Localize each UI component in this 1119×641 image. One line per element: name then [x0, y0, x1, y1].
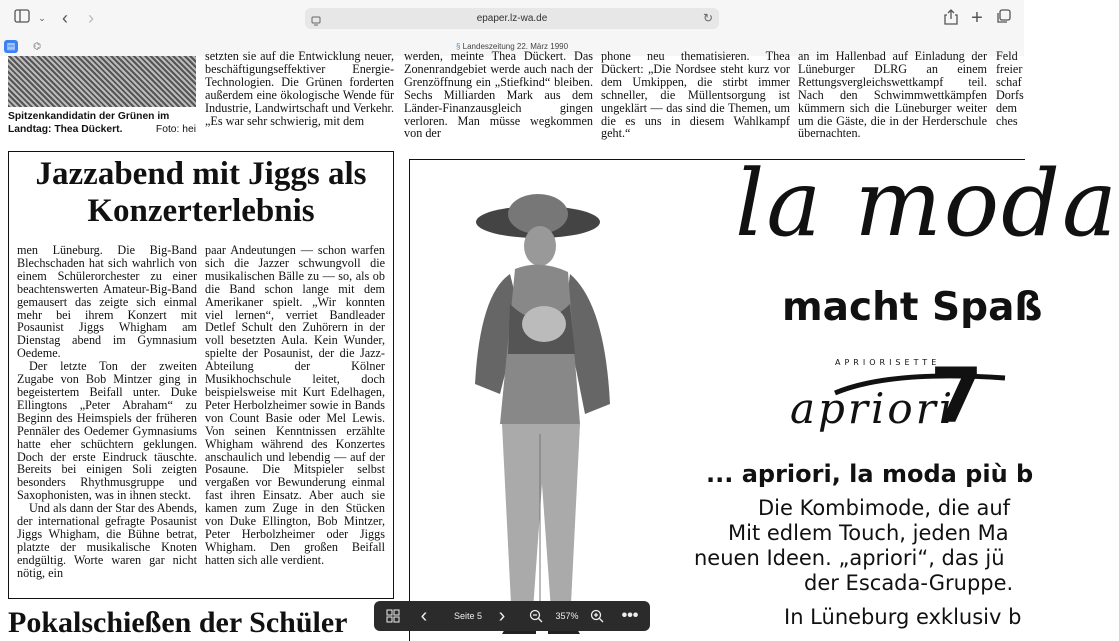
top-column-6: Feld freier schaf Dorfs dem ches [996, 49, 1024, 128]
extension-icon[interactable]: ⌬ [33, 41, 41, 51]
zoom-in-icon [590, 609, 604, 623]
address-bar[interactable] [305, 8, 719, 29]
jazz-article [8, 151, 394, 599]
ad-copy-line-1: Die Kombimode, die auf [758, 496, 1011, 520]
ad-logo-apriori: apriori [790, 384, 956, 433]
zoom-out-icon [529, 609, 543, 623]
ad-subheadline: macht Spaß [782, 285, 1043, 330]
fashion-advertisement [409, 150, 1119, 641]
newspaper-page[interactable] [0, 49, 1119, 640]
grid-icon [386, 609, 400, 623]
zoom-in-button[interactable] [587, 601, 607, 631]
page-indicator: Seite 5 [453, 611, 483, 621]
bookmark-sidebar-button[interactable]: ▤ [4, 40, 18, 53]
top-column-2: setzten sie auf die Entwicklung neuer, beschäftigungseffektiver Energie-Technologien. Die Grünen forderten außerdem eine ökologische Wende für Industrie, Landwirtschaft und Verkehr. „Es war sehr schwierig, mit dem [205, 49, 394, 128]
next-article-headline: Pokalschießen der Schüler [8, 606, 348, 639]
zoom-out-button[interactable] [526, 601, 546, 631]
article-paragraph-3: Und als dann der Star des Abends, der international gefragte Posaunist Jiggs Whigham, die Bühne betrat, platzte der musikalische Knoten endgültig. Worte waren gar nicht nötig, ein [17, 501, 197, 580]
top-column-5: an im Hallenbad auf Einladung der Lüneburger DLRG an einem Rettungsvergleichswettkampf teil. Nach den Schwimmwettkämpfen kümmern sich die Lüneburger weiter um die Gäste, die in der Herderschule übernachten. [798, 49, 987, 141]
article-headline: Jazzabend mit Jiggs als Konzerterlebnis [35, 156, 367, 229]
ad-logo-seven: 7 [930, 351, 983, 440]
ad-tagline: ... apriori, la moda più b [706, 460, 1034, 488]
ad-copy-line-4: der Escada-Gruppe. [804, 571, 1014, 595]
caption-credit: Foto: hei [155, 123, 196, 135]
ad-copy-line-5: In Lüneburg exklusiv b [784, 605, 1022, 629]
article-paragraph-2: Der letzte Ton der zweiten Zugabe von Bob Mintzer ging in begeistertem Beifall unter. Duke Ellingtons „Peter Abraham“ zu Beginn des Heimspiels der früheren Pennäler des Oedemer Gymnasiums hatte eher schüchtern geklungen. Doch der erste Eindruck täuschte. Bereits bei einigen Soli zeigten besonders Rhythmusgruppe und Saxophonisten, was in ihnen steckt. [17, 359, 197, 503]
browser-toolbar [0, 0, 1024, 38]
article-paragraph-1: men Lüneburg. Die Big-Band Blechschaden hat sich wahrlich von einem Schülerorchester zu einer beachtenswerten Amateur-Big-Band gemausert das zeigte sich einmal mehr bei ihrem Konzert mit Posaunist Jiggs Whigham am Dienstag abend im Gymnasium Oedeme. [17, 243, 197, 361]
tab-overview-icon[interactable] [994, 9, 1012, 27]
top-column-3: werden, meinte Thea Dückert. Das Zonenrandgebiet werde auch nach der Grenzöffnung ein „Stiefkind“ bleiben. Sechs Milliarden Mark aus dem Länder-Finanzausgleich gingen verloren. Man müsse wegkommen von der [404, 49, 593, 141]
ad-logo-caption: APRIORISETTE [835, 358, 941, 367]
top-column-4: phone neu thematisieren. Thea Dückert: „Die Nordsee steht kurz vor dem Umkippen, die stirbt immer schneller, die Müllentsorgung ist ungeklärt — das sind die Themen, um die es uns in diesem Wahlkampf geht.“ [601, 49, 790, 141]
reader-toolbar [374, 601, 650, 631]
next-page-button[interactable]: › [498, 605, 506, 627]
photo-caption [8, 111, 196, 136]
previous-page-button[interactable]: ‹ [420, 605, 428, 627]
ad-copy-line-3: neuen Ideen. „apriori“, das jü [694, 546, 1005, 570]
article-column-1 [17, 244, 197, 580]
ad-copy-line-2: Mit edlem Touch, jeden Ma [728, 521, 1009, 545]
caption-text: Spitzenkandidatin der Grünen im Landtag: Thea Dückert. [8, 111, 170, 135]
article-column-2: paar Andeutungen — schon warfen sich die Jazzer schwungvoll die musikalischen Bälle zu — so, als ob die Band schon lange mit dem Amerikaner spielt. „Wir konnten viel lernen“, verriet Bandleader Detlef Schult den Zuhörern in der voll besetzten Aula. Kein Wunder, spielte der Posaunist, der die Jazz-Abteilung der Kölner Musikhochschule leitet, doch beispielsweise mit Kurt Edelhagen, Peter Herbolzheimer sowie in Bands von Count Basie oder Mel Lewis. Von seinen Kenntnissen erzählte Whigham während des Konzertes anschaulich und lebendig — auf der Posaune. Die Mitspieler selbst vergaßen vor Bewunderung einmal fast ihren Einsatz. Aber auch sie kamen zum Zuge in den Stücken von Duke Ellington, Bob Mintzer, Peter Herbolzheimer oder Jiggs Whigham. Den großen Beifall hatten sich alle verdient. [205, 243, 385, 567]
share-icon[interactable] [942, 9, 960, 27]
chevron-down-icon[interactable]: ⌄ [38, 13, 46, 23]
photo-thea-dueckert [8, 56, 196, 107]
sidebar-toggle-icon[interactable] [12, 9, 32, 27]
more-options-button[interactable]: ••• [621, 607, 639, 624]
ad-headline-lamoda: la moda [735, 150, 1119, 257]
back-button[interactable]: ‹ [62, 8, 68, 28]
page-grid-button[interactable] [382, 601, 404, 631]
tab-title-text: Landeszeitung 22. März 1990 [462, 42, 569, 51]
new-tab-icon[interactable]: + [971, 7, 983, 29]
site-favicon-icon: § [455, 42, 461, 51]
reload-icon[interactable]: ↻ [702, 11, 713, 25]
url-text: epaper.lz-wa.de [476, 13, 548, 24]
forward-button[interactable]: › [88, 8, 94, 28]
fashion-model-photo [440, 184, 615, 634]
zoom-level: 357% [555, 611, 579, 621]
